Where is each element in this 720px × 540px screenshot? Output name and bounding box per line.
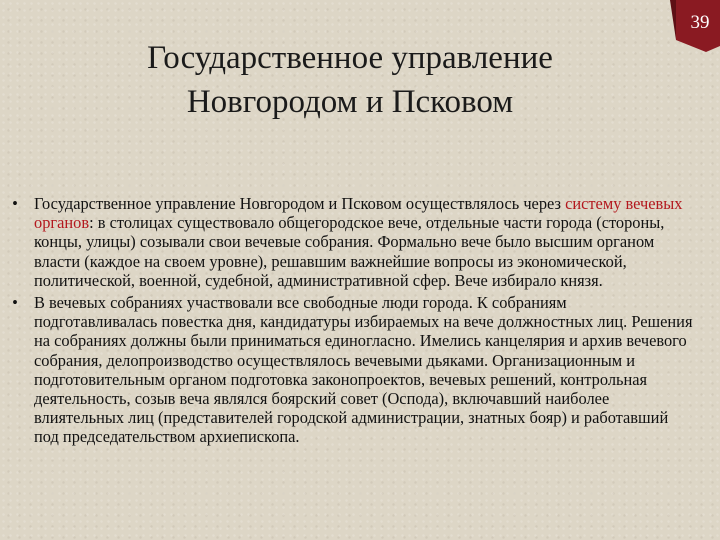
page-number: 39 [690,12,710,33]
bullet-1-intro: Государственное управление Новгородом и Псковом осуществлялось через [34,194,566,213]
page-number-badge [666,0,720,52]
bullet-marker-icon: • [12,194,18,213]
slide-title [40,36,660,124]
bullet-1-rest: : в столицах существовало общегородское вече, отдельные части города (стороны, концы, улицы) созывали свои вечевые собрания. Формально вече было высшим органом власти (каждое на своем уровне), решавшим важнейшие вопросы из экономической, политической, военной, судебной, административной сфер. Вече избирало князя. [34,213,665,290]
bullet-1-highlight: систему вечевых органов [34,194,683,233]
title-line-2: Новгородом и Псковом [186,84,514,120]
bullet-list [8,194,694,450]
bullet-marker-icon: • [12,293,18,313]
bullet-2-text: В вечевых собраниях участвовали все свободные люди города. К собраниям подготавливалась повестка дня, кандидатуры избираемых на вече должностных лиц. Решения на собраниях должны были приниматься единогласно. Имелись канцелярия и архив вечевого собрания, делопроизводство осуществлялось вечевыми дьяками. Организационным и подготовительным органом подготовка законопроектов, вечевых решений, контрольная деятельность, созыв веча являлся боярский совет (Осподa), включавший наиболее влиятельных лиц (представителей городской администрации, знатных бояр) и работавший под председательством архиепископа. [34,293,693,447]
bullet-item-1 [8,194,694,290]
bullet-item-2 [8,293,694,447]
title-line-1: Государственное управление [147,40,553,76]
